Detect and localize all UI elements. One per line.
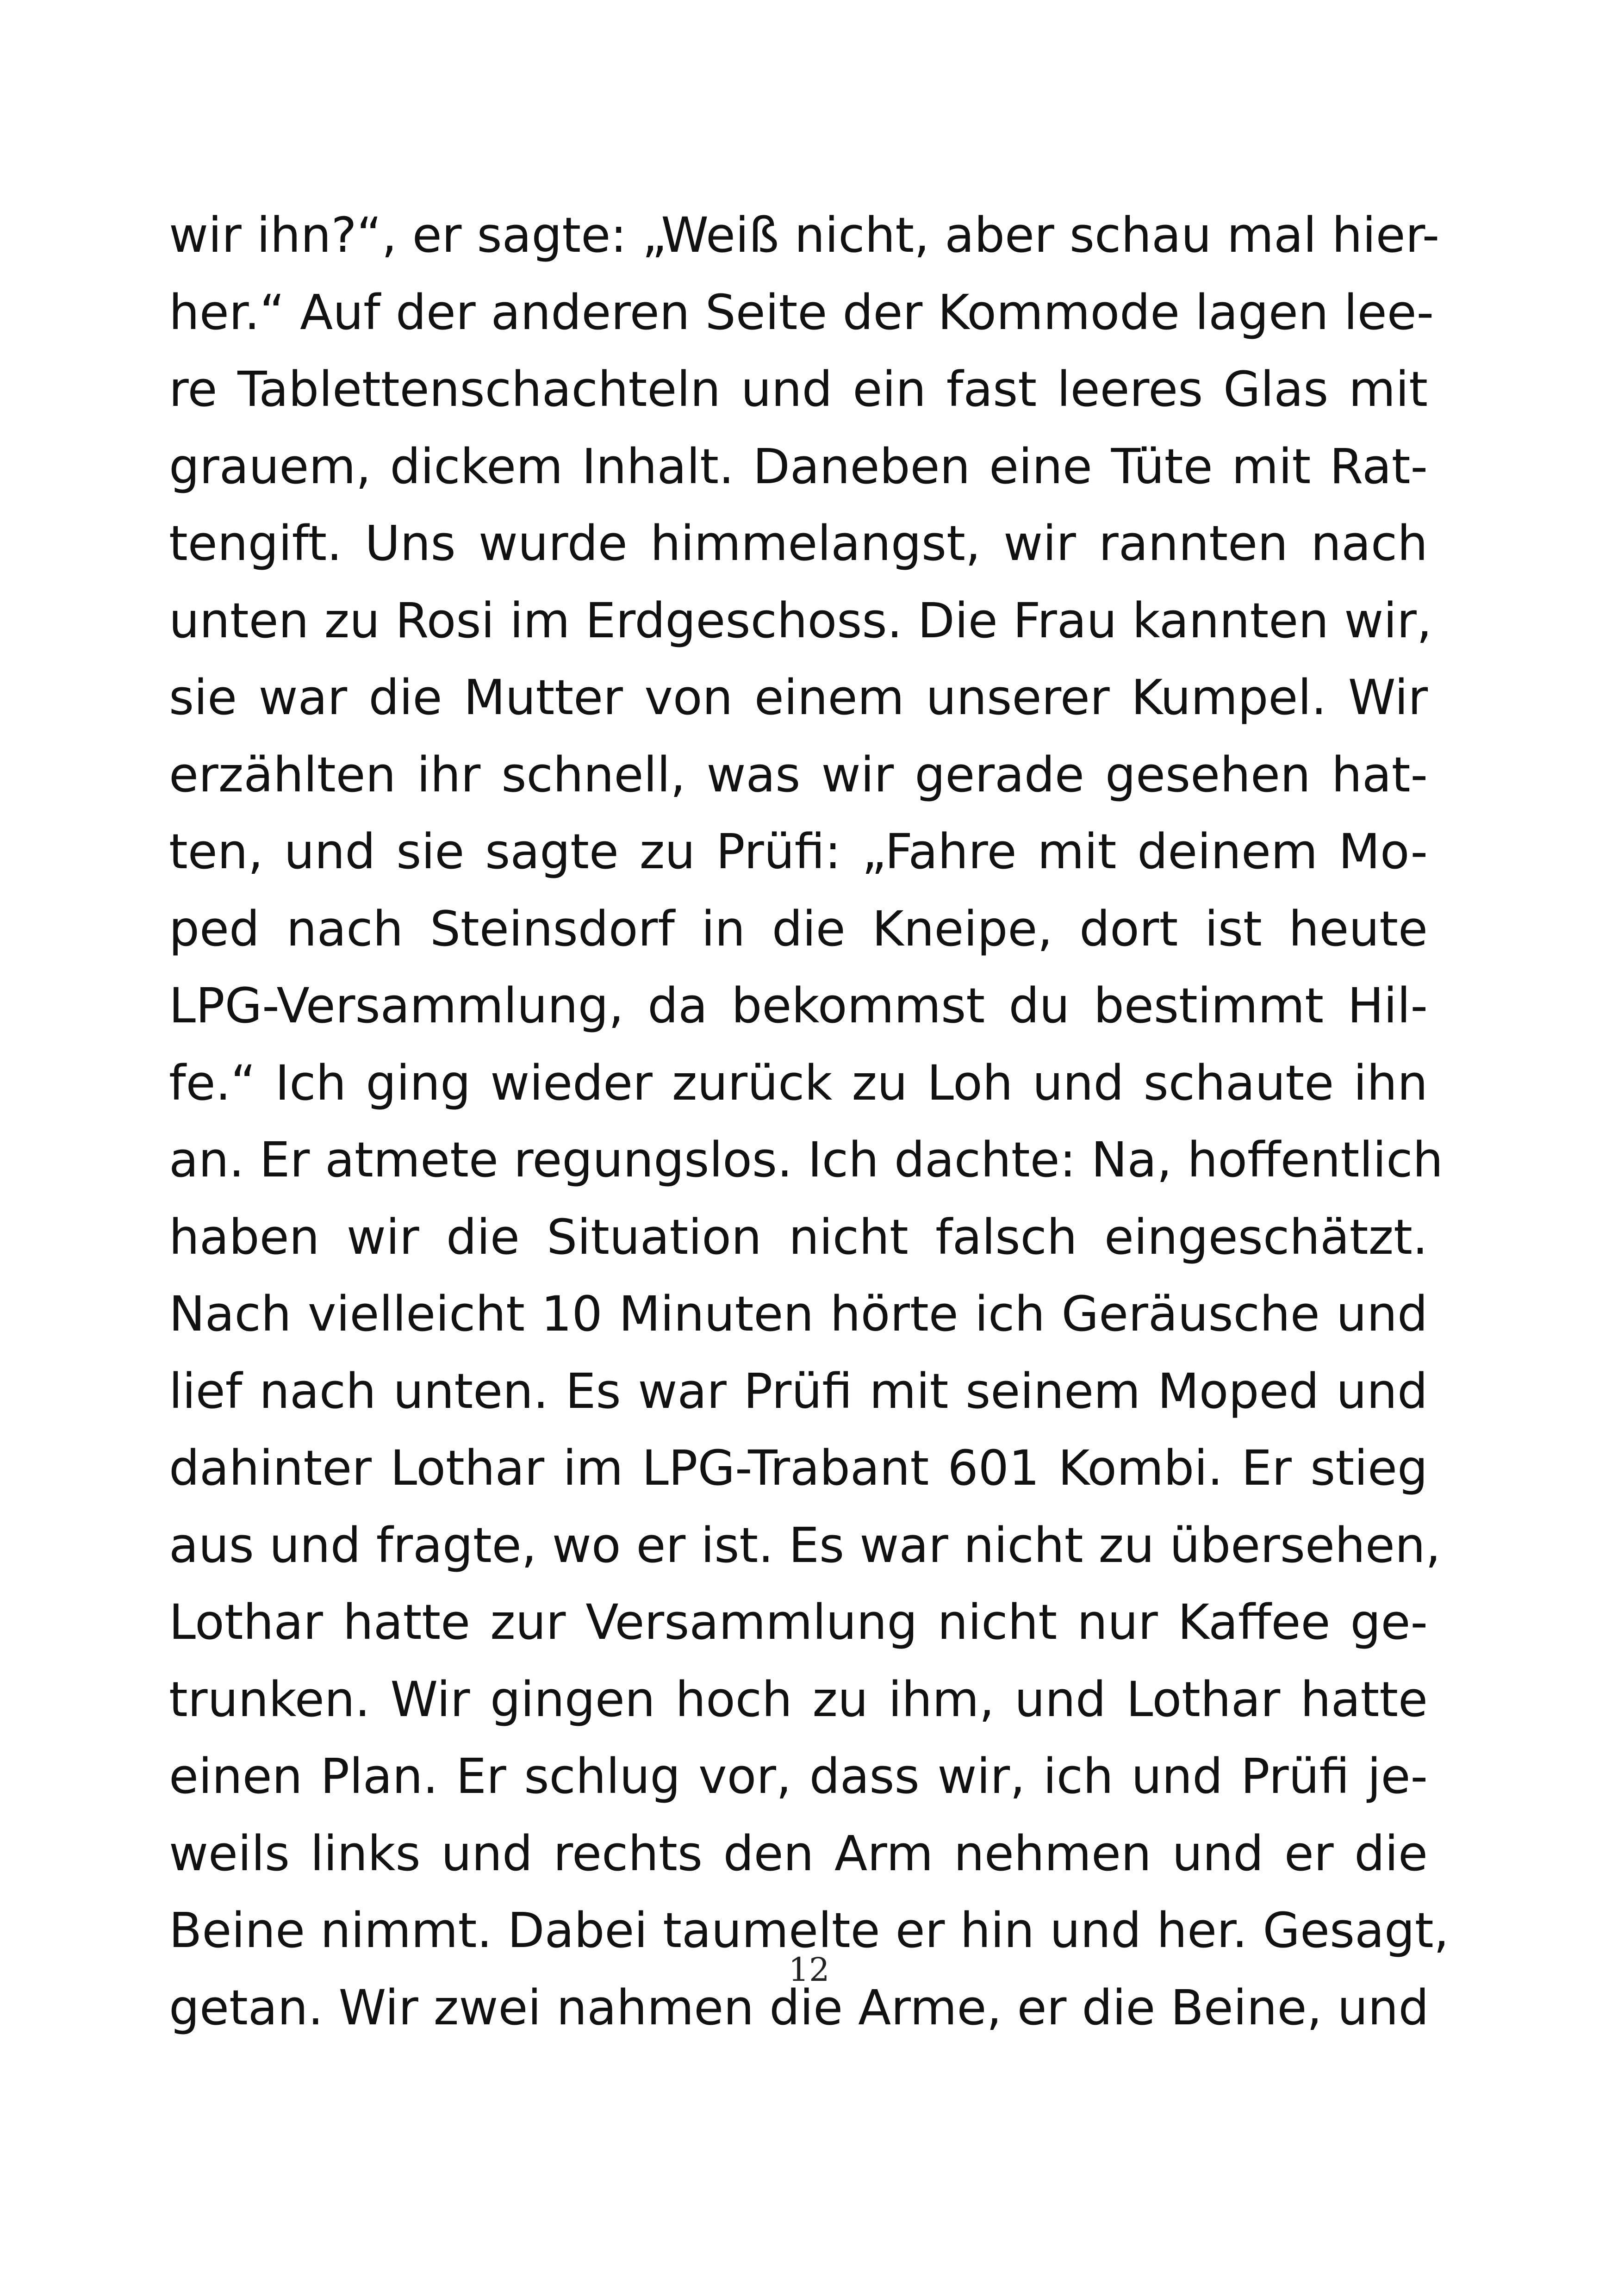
text-line: sie war die Mutter von einem unserer Kumpel. Wir (169, 669, 1428, 726)
text-line: aus und fragte, wo er ist. Es war nicht zu übersehen, (169, 1517, 1441, 1574)
text-line: Nach vielleicht 10 Minuten hörte ich Geräusche und (169, 1286, 1428, 1342)
text-line: an. Er atmete regungslos. Ich dachte: Na, hoffentlich (169, 1132, 1444, 1188)
text-line: lief nach unten. Es war Prüfi mit seinem Moped und (169, 1363, 1428, 1419)
text-line: LPG-Versammlung, da bekommst du bestimmt Hil- (169, 977, 1428, 1034)
text-line: unten zu Rosi im Erdgeschoss. Die Frau kannten wir, (169, 592, 1432, 649)
text-line: trunken. Wir gingen hoch zu ihm, und Lothar hatte (169, 1671, 1428, 1728)
text-line: Beine nimmt. Dabei taumelte er hin und her. Gesagt, (169, 1902, 1449, 1959)
text-line: her.“ Auf der anderen Seite der Kommode lagen lee- (169, 284, 1434, 341)
text-line: getan. Wir zwei nahmen die Arme, er die Beine, und (169, 1979, 1429, 2036)
text-line: haben wir die Situation nicht falsch eingeschätzt. (169, 1208, 1428, 1265)
text-line: tengift. Uns wurde himmelangst, wir rannten nach (169, 515, 1428, 572)
text-line: grauem, dickem Inhalt. Daneben eine Tüte mit Rat- (169, 438, 1428, 495)
text-line: weils links und rechts den Arm nehmen und er die (169, 1825, 1428, 1882)
text-line: ped nach Steinsdorf in die Kneipe, dort ist heute (169, 900, 1428, 957)
text-line: re Tablettenschachteln und ein fast leeres Glas mit (169, 361, 1428, 417)
text-line: einen Plan. Er schlug vor, dass wir, ich und Prüfi je- (169, 1748, 1428, 1804)
text-line: wir ihn?“, er sagte: „Weiß nicht, aber schau mal hier- (169, 207, 1440, 263)
text-line: erzählten ihr schnell, was wir gerade gesehen hat- (169, 746, 1428, 803)
text-line: dahinter Lothar im LPG-Trabant 601 Kombi. Er stieg (169, 1440, 1428, 1496)
text-line: ten, und sie sagte zu Prüfi: „Fahre mit deinem Mo- (169, 823, 1428, 880)
page-number: 12 (788, 1951, 830, 1989)
text-line: fe.“ Ich ging wieder zurück zu Loh und schaute ihn (169, 1054, 1428, 1111)
text-line: Lothar hatte zur Versammlung nicht nur Kaffee ge- (169, 1594, 1428, 1650)
body-text (169, 197, 1449, 2046)
